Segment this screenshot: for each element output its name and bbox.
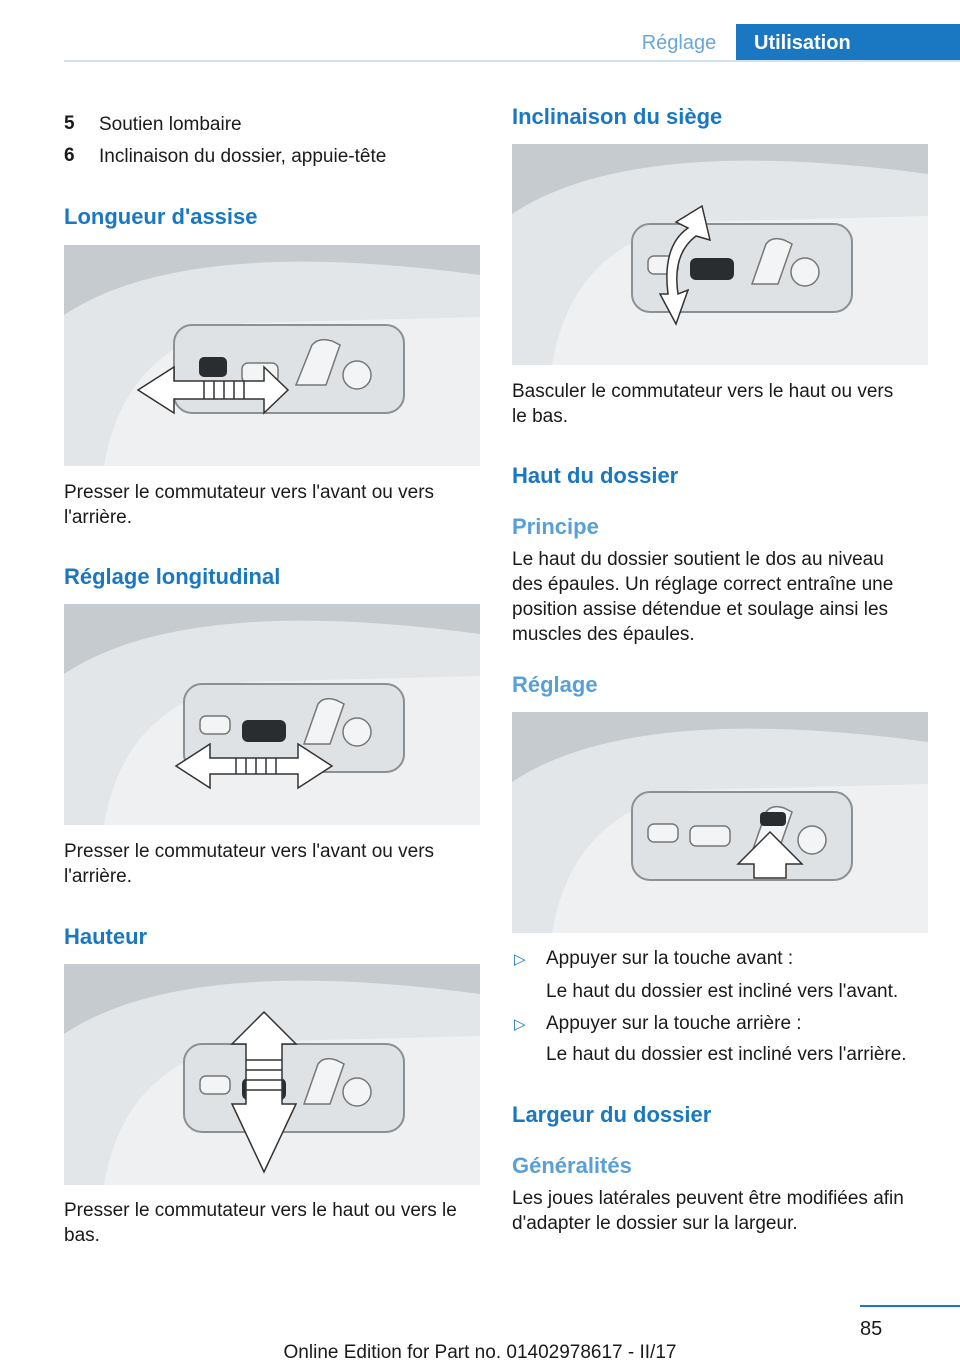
list-item-number: 5 — [64, 113, 75, 134]
paragraph-line: le bas. — [512, 406, 568, 427]
paragraph-line: l'arrière. — [64, 507, 133, 528]
bullet-icon: ▷ — [514, 951, 526, 968]
paragraph-line: Basculer le commutateur vers le haut ou vers — [512, 381, 894, 402]
bullet-icon: ▷ — [514, 1016, 526, 1033]
paragraph-line: Presser le commutateur vers le haut ou vers le — [64, 1200, 457, 1221]
bullet-main-text: Appuyer sur la touche arrière : — [546, 1013, 802, 1034]
paragraph-line: Presser le commutateur vers l'avant ou vers — [64, 482, 435, 503]
subheading-generalites: Généralités — [512, 1153, 632, 1178]
seat-switch-figure-haut-dossier — [512, 712, 928, 933]
seat-switch-figure-inclinaison — [512, 144, 928, 365]
bullet-sub-text: Le haut du dossier est incliné vers l'avant. — [546, 981, 899, 1002]
bullet-main-text: Appuyer sur la touche avant : — [546, 948, 794, 969]
header-tab-section: Réglage — [641, 32, 717, 54]
heading-inclinaison: Inclinaison du siège — [512, 104, 723, 129]
paragraph-line: des épaules. Un réglage correct entraîne une — [512, 574, 894, 595]
paragraph-line: Presser le commutateur vers l'avant ou vers — [64, 841, 435, 862]
page-number-rule — [860, 1305, 960, 1307]
heading-longitudinal: Réglage longitudinal — [64, 564, 281, 589]
paragraph-line: bas. — [64, 1225, 100, 1246]
seat-switch-figure-longitudinal — [64, 604, 480, 825]
subheading-principe: Principe — [512, 514, 599, 539]
heading-longueur: Longueur d'assise — [64, 204, 258, 229]
list-item-number: 6 — [64, 145, 75, 166]
seat-switch-figure-hauteur — [64, 964, 480, 1185]
heading-hauteur: Hauteur — [64, 924, 148, 949]
paragraph-line: l'arrière. — [64, 866, 133, 887]
page-number: 85 — [860, 1318, 883, 1340]
list-item-text: Inclinaison du dossier, appuie-tête — [99, 146, 387, 167]
footer-edition: Online Edition for Part no. 01402978617 - II/17 — [283, 1342, 677, 1363]
paragraph-line: muscles des épaules. — [512, 624, 695, 645]
paragraph-line: Les joues latérales peuvent être modifiées afin — [512, 1188, 904, 1209]
seat-switch-figure-longueur — [64, 245, 480, 466]
heading-largeur: Largeur du dossier — [512, 1102, 712, 1127]
header-rule — [64, 60, 960, 62]
header-tab-chapter: Utilisation — [736, 24, 960, 62]
subheading-reglage: Réglage — [512, 672, 598, 697]
paragraph-line: d'adapter le dossier sur la largeur. — [512, 1213, 798, 1234]
heading-haut-dossier: Haut du dossier — [512, 463, 679, 488]
bullet-sub-text: Le haut du dossier est incliné vers l'arrière. — [546, 1044, 907, 1065]
list-item-text: Soutien lombaire — [99, 114, 242, 135]
paragraph-line: Le haut du dossier soutient le dos au niveau — [512, 549, 884, 570]
paragraph-line: position assise détendue et soulage ainsi les — [512, 599, 889, 620]
